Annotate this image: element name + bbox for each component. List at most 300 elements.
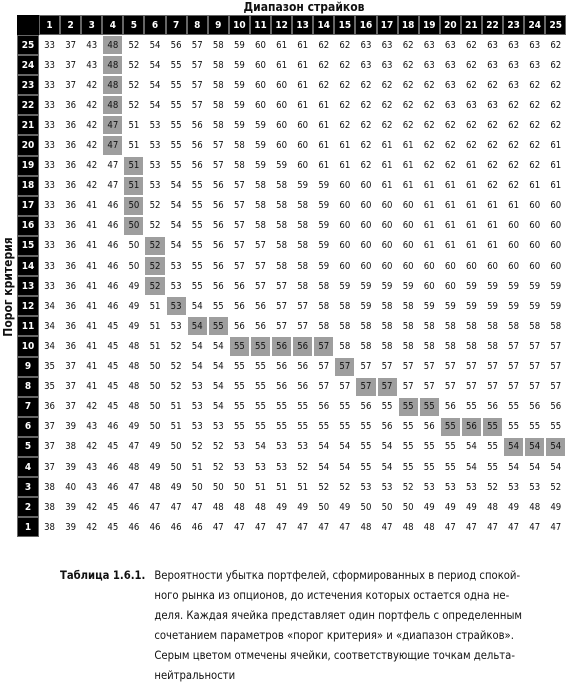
table-cell: 62 — [508, 140, 520, 152]
table-cell: 57 — [233, 240, 245, 252]
column-header: 11 — [250, 15, 271, 35]
table-cell: 49 — [276, 501, 288, 513]
table-cell: 55 — [318, 421, 330, 433]
table-cell: 47 — [381, 521, 393, 533]
table-cell: 59 — [318, 200, 330, 212]
table-cell: 60 — [508, 260, 520, 272]
caption-line: ного рынка из опционов, до истечения которых остается одна не- — [154, 589, 510, 602]
table-cell: 55 — [339, 401, 351, 413]
table-cell: 58 — [276, 180, 288, 192]
table-cell: 45 — [107, 320, 119, 332]
table-cell: 42 — [86, 79, 98, 91]
table-cell: 47 — [465, 521, 477, 533]
table-cell: 46 — [107, 300, 119, 312]
table-cell: 63 — [465, 99, 477, 111]
table-cell: 58 — [339, 340, 351, 352]
table-cell: 63 — [444, 59, 456, 71]
table-cell: 61 — [423, 220, 435, 232]
table-cell: 42 — [86, 99, 98, 111]
table-cell: 62 — [487, 140, 498, 152]
table-cell: 56 — [212, 280, 224, 292]
table-cell: 61 — [550, 160, 562, 172]
row-header: 11 — [17, 316, 39, 336]
table-cell: 62 — [465, 140, 477, 152]
table-cell: 62 — [529, 119, 541, 131]
table-cell: 61 — [339, 160, 351, 172]
table-cell: 52 — [170, 381, 182, 393]
table-cell: 46 — [191, 521, 203, 533]
table-cell: 55 — [170, 59, 182, 71]
table-cell: 48 — [128, 461, 140, 473]
table-cell: 56 — [276, 361, 288, 373]
table-cell: 57 — [233, 180, 245, 192]
table-cell: 48 — [128, 340, 140, 352]
table-cell: 37 — [44, 461, 55, 473]
table-cell: 61 — [381, 140, 393, 152]
table-cell: 48 — [128, 361, 140, 373]
table-cell: 58 — [550, 320, 562, 332]
table-cell: 55 — [191, 260, 203, 272]
table-cell: 36 — [65, 240, 77, 252]
caption-label: Таблица 1.6.1. — [60, 569, 146, 582]
table-cell: 50 — [381, 501, 393, 513]
table-cell: 60 — [297, 119, 309, 131]
row-header: 22 — [17, 95, 39, 115]
table-cell: 59 — [339, 280, 351, 292]
table-cell: 60 — [360, 180, 372, 192]
table-cell: 62 — [339, 79, 351, 91]
table-corner — [17, 15, 39, 35]
table-cell: 58 — [465, 340, 477, 352]
table-cell: 55 — [444, 441, 456, 453]
row-header: 25 — [17, 35, 39, 55]
table-cell: 55 — [339, 421, 351, 433]
table-cell: 63 — [487, 39, 498, 51]
table-cell: 56 — [255, 320, 266, 332]
row-header: 20 — [17, 135, 39, 155]
table-cell: 61 — [465, 220, 477, 232]
table-cell: 33 — [44, 79, 55, 91]
table-cell-delta-neutral: 54 — [545, 437, 566, 457]
table-cell: 58 — [255, 220, 266, 232]
table-cell: 62 — [529, 140, 541, 152]
table-cell: 49 — [550, 501, 562, 513]
caption-line: деля. Каждая ячейка представляет один портфель с определенным — [154, 609, 523, 622]
table-cell: 55 — [170, 140, 182, 152]
table-cell: 60 — [550, 260, 562, 272]
table-cell: 55 — [465, 401, 477, 413]
table-cell: 52 — [128, 39, 140, 51]
table-cell: 62 — [508, 160, 520, 172]
table-cell-delta-neutral: 50 — [123, 196, 144, 216]
table-cell: 59 — [233, 79, 245, 91]
table-cell: 51 — [297, 481, 309, 493]
table-cell: 49 — [297, 501, 309, 513]
table-cell-delta-neutral: 53 — [166, 296, 187, 316]
table-cell: 55 — [170, 99, 182, 111]
table-cell: 49 — [339, 501, 351, 513]
table-cell: 62 — [487, 79, 498, 91]
table-cell: 48 — [149, 481, 161, 493]
table-cell: 53 — [276, 441, 288, 453]
table-cell: 57 — [191, 39, 203, 51]
table-cell: 55 — [529, 421, 541, 433]
table-cell: 60 — [297, 160, 309, 172]
table-cell: 53 — [255, 461, 266, 473]
table-cell: 58 — [212, 79, 224, 91]
table-cell: 61 — [444, 200, 456, 212]
table-cell: 58 — [233, 140, 245, 152]
table-cell: 38 — [44, 481, 55, 493]
table-cell: 54 — [170, 220, 182, 232]
table-cell: 33 — [44, 280, 55, 292]
table-cell: 60 — [255, 99, 266, 111]
caption-line: Вероятности убытка портфелей, сформированных в период спокой- — [154, 569, 521, 582]
table-cell: 61 — [487, 200, 498, 212]
table-cell: 62 — [550, 119, 562, 131]
table-cell: 59 — [529, 280, 541, 292]
column-header: 24 — [524, 15, 545, 35]
table-cell: 61 — [402, 160, 414, 172]
table-cell: 53 — [423, 481, 435, 493]
table-cell: 57 — [423, 361, 435, 373]
table-cell: 59 — [444, 300, 456, 312]
table-cell: 36 — [65, 140, 77, 152]
table-cell: 63 — [487, 59, 498, 71]
table-cell: 60 — [276, 119, 288, 131]
table-cell: 57 — [233, 220, 245, 232]
table-cell: 59 — [233, 39, 245, 51]
table-cell: 58 — [297, 260, 309, 272]
table-cell: 60 — [339, 240, 351, 252]
table-cell: 36 — [65, 160, 77, 172]
table-cell: 56 — [170, 39, 182, 51]
table-cell-delta-neutral: 55 — [419, 397, 440, 417]
table-cell: 54 — [318, 461, 330, 473]
table-cell: 53 — [170, 260, 182, 272]
table-cell: 63 — [381, 39, 393, 51]
table-cell: 63 — [444, 39, 456, 51]
table-cell: 60 — [381, 240, 393, 252]
table-cell: 62 — [360, 99, 372, 111]
table-cell: 58 — [297, 200, 309, 212]
table-cell: 59 — [550, 280, 562, 292]
table-cell: 51 — [128, 119, 140, 131]
table-cell: 60 — [529, 220, 541, 232]
table-cell: 56 — [233, 320, 245, 332]
table-cell: 59 — [318, 260, 330, 272]
table-cell: 41 — [86, 381, 98, 393]
table-cell: 56 — [191, 140, 203, 152]
table-cell: 55 — [487, 441, 498, 453]
table-cell: 63 — [423, 59, 435, 71]
table-cell: 45 — [107, 340, 119, 352]
table-cell: 58 — [255, 180, 266, 192]
table-cell: 59 — [529, 300, 541, 312]
table-cell: 52 — [550, 481, 562, 493]
table-cell: 36 — [65, 119, 77, 131]
table-cell: 63 — [508, 39, 520, 51]
table-cell: 62 — [360, 119, 372, 131]
table-cell: 47 — [170, 501, 182, 513]
table-cell: 51 — [276, 481, 288, 493]
x-axis-title: Диапазон страйков — [243, 0, 365, 14]
table-cell: 60 — [550, 240, 562, 252]
table-cell: 63 — [423, 39, 435, 51]
table-cell: 60 — [339, 200, 351, 212]
table-cell: 56 — [212, 220, 224, 232]
table-cell: 53 — [276, 461, 288, 473]
table-cell-delta-neutral: 55 — [250, 336, 271, 356]
table-cell: 58 — [339, 320, 351, 332]
table-cell: 59 — [381, 280, 393, 292]
table-cell: 56 — [233, 300, 245, 312]
table-cell: 62 — [423, 79, 435, 91]
row-header: 21 — [17, 115, 39, 135]
table-cell: 56 — [297, 381, 309, 393]
table-cell: 62 — [465, 39, 477, 51]
row-header: 14 — [17, 256, 39, 276]
table-cell: 58 — [297, 280, 309, 292]
table-cell: 37 — [65, 79, 77, 91]
table-cell: 52 — [128, 99, 140, 111]
table-cell: 61 — [550, 180, 562, 192]
table-cell: 41 — [86, 361, 98, 373]
table-cell: 46 — [149, 521, 161, 533]
table-cell: 46 — [107, 280, 119, 292]
table-cell: 55 — [487, 461, 498, 473]
table-cell: 57 — [297, 320, 309, 332]
table-cell: 57 — [508, 381, 520, 393]
table-cell: 33 — [44, 200, 55, 212]
row-header: 2 — [17, 497, 39, 517]
table-cell: 46 — [128, 501, 140, 513]
table-cell: 60 — [276, 140, 288, 152]
table-cell: 56 — [212, 240, 224, 252]
table-cell: 33 — [44, 180, 55, 192]
table-cell: 54 — [381, 441, 393, 453]
table-cell: 36 — [65, 200, 77, 212]
table-cell: 62 — [529, 79, 541, 91]
table-cell: 60 — [255, 79, 266, 91]
table-cell: 63 — [508, 79, 520, 91]
table-cell: 58 — [402, 300, 414, 312]
table-cell: 54 — [149, 79, 161, 91]
table-cell: 48 — [423, 521, 435, 533]
column-header: 9 — [208, 15, 229, 35]
table-cell: 47 — [318, 521, 330, 533]
table-cell: 48 — [360, 521, 372, 533]
table-cell-delta-neutral: 50 — [123, 216, 144, 236]
table-cell: 50 — [360, 501, 372, 513]
table-cell: 57 — [255, 260, 266, 272]
table-cell: 59 — [233, 119, 245, 131]
caption-line: Серым цветом отмечены ячейки, соответствующие точкам дельта- — [154, 649, 515, 662]
table-cell: 52 — [149, 200, 161, 212]
table-cell: 48 — [255, 501, 266, 513]
table-cell: 61 — [276, 59, 288, 71]
table-cell: 33 — [44, 59, 55, 71]
row-header: 5 — [17, 437, 39, 457]
table-cell: 57 — [212, 160, 224, 172]
table-cell: 46 — [128, 521, 140, 533]
table-cell: 61 — [508, 200, 520, 212]
table-cell: 60 — [255, 39, 266, 51]
table-cell: 55 — [508, 401, 520, 413]
table-cell: 62 — [360, 160, 372, 172]
table-cell-delta-neutral: 57 — [313, 336, 334, 356]
table-cell: 61 — [402, 140, 414, 152]
table-cell: 45 — [107, 501, 119, 513]
table-cell-delta-neutral: 56 — [271, 336, 292, 356]
table-cell: 35 — [44, 361, 55, 373]
table-cell: 58 — [276, 240, 288, 252]
table-cell: 47 — [212, 521, 224, 533]
table-cell: 59 — [318, 220, 330, 232]
table-cell: 61 — [297, 99, 309, 111]
table-cell: 54 — [170, 200, 182, 212]
table-cell: 55 — [402, 461, 414, 473]
table-cell: 45 — [107, 401, 119, 413]
table-cell: 53 — [465, 481, 477, 493]
row-header: 7 — [17, 397, 39, 417]
table-cell: 52 — [128, 59, 140, 71]
column-header: 20 — [440, 15, 461, 35]
column-header: 14 — [313, 15, 334, 35]
table-cell: 54 — [255, 441, 266, 453]
table-cell: 54 — [191, 340, 203, 352]
table-cell: 62 — [529, 160, 541, 172]
table-cell: 34 — [44, 320, 55, 332]
table-cell: 58 — [444, 340, 456, 352]
table-cell: 57 — [276, 300, 288, 312]
table-cell: 55 — [444, 461, 456, 473]
table-cell: 52 — [149, 220, 161, 232]
table-cell: 53 — [360, 481, 372, 493]
table-cell: 56 — [318, 401, 330, 413]
row-header: 3 — [17, 477, 39, 497]
table-cell: 42 — [86, 119, 98, 131]
table-cell: 49 — [128, 300, 140, 312]
table-cell: 47 — [128, 481, 140, 493]
table-cell: 62 — [339, 99, 351, 111]
column-header: 22 — [482, 15, 503, 35]
table-cell: 58 — [318, 320, 330, 332]
table-cell: 58 — [276, 220, 288, 232]
table-cell: 58 — [360, 320, 372, 332]
table-cell: 55 — [191, 280, 203, 292]
table-cell: 62 — [339, 119, 351, 131]
y-axis-title: Порог критерия — [1, 236, 15, 337]
table-cell: 61 — [318, 119, 330, 131]
table-cell: 49 — [128, 280, 140, 292]
table-cell: 52 — [297, 461, 309, 473]
table-cell: 36 — [65, 300, 77, 312]
table-cell: 61 — [297, 39, 309, 51]
table-cell: 51 — [170, 401, 182, 413]
table-cell: 62 — [550, 39, 562, 51]
table-cell: 43 — [86, 39, 98, 51]
table-cell: 57 — [318, 381, 330, 393]
table-cell-delta-neutral: 57 — [334, 357, 355, 377]
row-header: 17 — [17, 196, 39, 216]
table-cell: 52 — [170, 361, 182, 373]
table-cell: 60 — [360, 200, 372, 212]
table-cell-delta-neutral: 52 — [144, 276, 165, 296]
table-cell: 55 — [191, 180, 203, 192]
table-cell: 58 — [423, 320, 435, 332]
table-cell: 55 — [233, 401, 245, 413]
table-cell: 47 — [233, 521, 245, 533]
table-cell: 34 — [44, 300, 55, 312]
table-cell: 41 — [86, 320, 98, 332]
table-cell: 63 — [444, 79, 456, 91]
table-cell: 56 — [487, 401, 498, 413]
table-cell: 55 — [233, 421, 245, 433]
table-cell: 55 — [170, 160, 182, 172]
table-cell: 53 — [233, 461, 245, 473]
table-cell: 52 — [191, 441, 203, 453]
table-cell: 55 — [212, 300, 224, 312]
table-cell: 56 — [276, 381, 288, 393]
table-cell: 57 — [360, 361, 372, 373]
table-cell: 57 — [381, 361, 393, 373]
table-cell-delta-neutral: 57 — [377, 377, 398, 397]
table-cell: 56 — [233, 280, 245, 292]
table-cell: 53 — [529, 481, 541, 493]
table-cell: 55 — [360, 461, 372, 473]
table-cell: 54 — [212, 361, 224, 373]
table-cell: 43 — [86, 481, 98, 493]
table-cell: 57 — [423, 381, 435, 393]
probability-table — [17, 15, 566, 537]
table-cell: 59 — [318, 240, 330, 252]
table-cell: 61 — [297, 59, 309, 71]
table-cell: 57 — [487, 381, 498, 393]
table-cell: 62 — [402, 59, 414, 71]
table-cell: 60 — [381, 220, 393, 232]
table-cell: 54 — [550, 461, 562, 473]
table-cell: 53 — [149, 180, 161, 192]
table-cell: 49 — [170, 481, 182, 493]
table-cell: 43 — [86, 421, 98, 433]
table-cell: 50 — [233, 481, 245, 493]
table-cell: 56 — [255, 300, 266, 312]
table-cell: 49 — [423, 501, 435, 513]
table-cell: 63 — [444, 99, 456, 111]
table-cell: 57 — [529, 381, 541, 393]
table-cell: 53 — [508, 481, 520, 493]
row-header: 1 — [17, 517, 39, 537]
table-cell: 55 — [423, 441, 435, 453]
table-cell: 62 — [465, 59, 477, 71]
table-cell: 51 — [170, 421, 182, 433]
table-cell: 61 — [423, 240, 435, 252]
table-cell: 57 — [276, 280, 288, 292]
table-cell: 57 — [191, 99, 203, 111]
table-cell: 47 — [444, 521, 456, 533]
table-cell: 55 — [191, 200, 203, 212]
table-cell: 60 — [402, 200, 414, 212]
table-cell: 39 — [65, 461, 77, 473]
table-cell: 57 — [529, 361, 541, 373]
table-cell: 50 — [170, 461, 182, 473]
table-cell: 59 — [508, 280, 520, 292]
caption-line: нейтральности — [154, 669, 236, 682]
table-cell: 60 — [402, 240, 414, 252]
table-cell: 57 — [465, 381, 477, 393]
table-cell: 62 — [444, 160, 456, 172]
